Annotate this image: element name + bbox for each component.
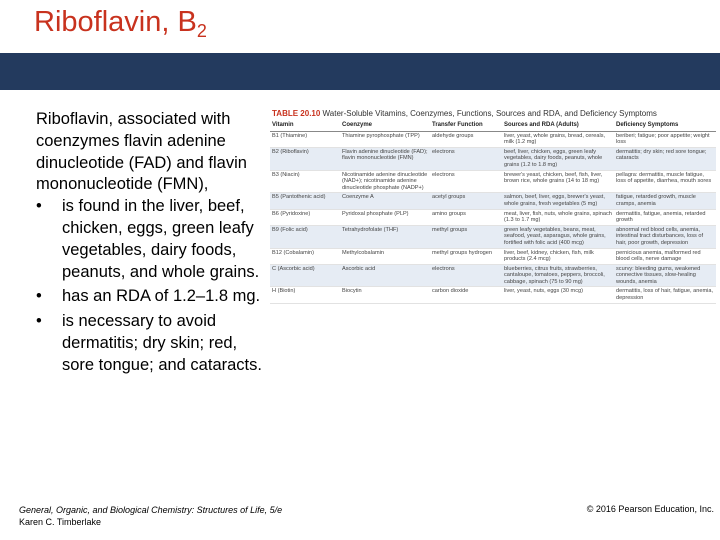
table-cell: salmon, beef, liver, eggs, brewer's yeast, whole grains, fresh vegetables (5 mg) <box>502 193 614 209</box>
table-cell: blueberries, citrus fruits, strawberries, cantaloupe, tomatoes, peppers, broccoli, cabbage, spinach (75 to 90 mg) <box>502 264 614 287</box>
table-cell: liver, yeast, nuts, eggs (30 mcg) <box>502 287 614 303</box>
table-header-row <box>270 120 716 131</box>
slide-title: Riboflavin, $B_2$ <box>34 6 207 41</box>
table-row <box>270 287 716 303</box>
table-cell: liver, beef, kidney, chicken, fish, milk products (2.4 mcg) <box>502 248 614 264</box>
table-header-cell: Sources and RDA (Adults) <box>502 120 614 131</box>
table-header-cell: Coenzyme <box>340 120 430 131</box>
table-cell: liver, yeast, whole grains, bread, cereals, milk (1.2 mg) <box>502 131 614 147</box>
table-cell: Methylcobalamin <box>340 248 430 264</box>
bullet-rda <box>36 286 268 308</box>
table-cell: brewer's yeast, chicken, beef, fish, liver, brown rice, whole grains (14 to 18 mg) <box>502 170 614 193</box>
table-row <box>270 248 716 264</box>
bullet-marker: • <box>36 312 42 331</box>
table-caption-text: Water-Soluble Vitamins, Coenzymes, Functions, Sources and RDA, and Deficiency Symptoms <box>322 109 657 118</box>
table-cell: abnormal red blood cells, anemia, intestinal tract disturbances, loss of hair, poor growth, depression <box>614 225 716 248</box>
intro-line-1: Riboflavin, associated with <box>36 110 231 128</box>
table-row <box>270 131 716 147</box>
table-row <box>270 193 716 209</box>
table-cell: dermatitis; dry skin; red sore tongue; cataracts <box>614 147 716 170</box>
table-cell: acetyl groups <box>430 193 502 209</box>
footer-book: General, Organic, and Biological Chemistry: Structures of Life, 5/e <box>19 505 283 515</box>
table-cell: B6 (Pyridoxine) <box>270 209 340 225</box>
table-cell: carbon dioxide <box>430 287 502 303</box>
intro-line-2: coenzymes flavin adenine <box>36 131 226 150</box>
table-cell: beriberi; fatigue; poor appetite; weight loss <box>614 131 716 147</box>
intro-line-3: dinucleotide (FAD) and flavin <box>36 153 247 172</box>
table-cell: Biocytin <box>340 287 430 303</box>
slide-body <box>36 109 268 377</box>
table-cell: pernicious anemia, malformed red blood cells, nerve damage <box>614 248 716 264</box>
table-cell: Coenzyme A <box>340 193 430 209</box>
vitamin-table <box>270 120 716 304</box>
table-header-cell: Deficiency Symptoms <box>614 120 716 131</box>
table-cell: scurvy: bleeding gums, weakened connective tissues, slow-healing wounds, anemia <box>614 264 716 287</box>
title-subscript: 2 <box>196 21 207 41</box>
table-cell: electrons <box>430 170 502 193</box>
footer-copyright: © 2016 Pearson Education, Inc. <box>586 504 714 514</box>
header-band <box>0 53 720 90</box>
table-cell: dermatitis, fatigue, anemia, retarded growth <box>614 209 716 225</box>
table-row <box>270 225 716 248</box>
table-cell: B2 (Riboflavin) <box>270 147 340 170</box>
bullet-marker: • <box>36 287 42 306</box>
table-cell: H (Biotin) <box>270 287 340 303</box>
footer-author: Karen C. Timberlake <box>19 517 102 527</box>
bullet-marker: • <box>36 197 42 216</box>
table-caption <box>270 108 716 120</box>
bullet-sources <box>36 196 268 283</box>
table-cell: B5 (Pantothenic acid) <box>270 193 340 209</box>
table-cell: methyl groups <box>430 225 502 248</box>
table-row <box>270 170 716 193</box>
bullet-text: is necessary to avoid dermatitis; dry skin; red, sore tongue; and cataracts. <box>62 312 262 374</box>
table-cell: B3 (Niacin) <box>270 170 340 193</box>
table-cell: methyl groups hydrogen <box>430 248 502 264</box>
table-cell: Ascorbic acid <box>340 264 430 287</box>
intro-line-4: mononucleotide (FMN), <box>36 175 209 194</box>
table-cell: green leafy vegetables, beans, meat, seafood, yeast, asparagus, whole grains, fortified with folic acid (400 mcg) <box>502 225 614 248</box>
table-cell: Flavin adenine dinucleotide (FAD); flavin mononucleotide (FMN) <box>340 147 430 170</box>
bullet-deficiency <box>36 311 268 376</box>
footer-citation <box>19 504 282 528</box>
table-cell: dermatitis, loss of hair, fatigue, anemia, depression <box>614 287 716 303</box>
table-row <box>270 147 716 170</box>
table-row <box>270 264 716 287</box>
table-header-cell: Vitamin <box>270 120 340 131</box>
table-cell: electrons <box>430 264 502 287</box>
table-cell: C (Ascorbic acid) <box>270 264 340 287</box>
vitamin-table-image <box>270 108 716 470</box>
table-header-cell: Transfer Function <box>430 120 502 131</box>
bullet-text: is found in the liver, beef, chicken, eggs, green leafy vegetables, dairy foods, peanuts, and whole grains. <box>62 197 260 281</box>
table-cell: Pyridoxal phosphate (PLP) <box>340 209 430 225</box>
table-cell: Thiamine pyrophosphate (TPP) <box>340 131 430 147</box>
table-cell: B9 (Folic acid) <box>270 225 340 248</box>
table-cell: amino groups <box>430 209 502 225</box>
table-cell: Nicotinamide adenine dinucleotide (NAD+); nicotinamide adenine dinucleotide phosphate (NADP+) <box>340 170 430 193</box>
bullet-text: has an RDA of 1.2–1.8 mg. <box>62 287 261 306</box>
table-cell: meat, liver, fish, nuts, whole grains, spinach (1.3 to 1.7 mg) <box>502 209 614 225</box>
table-cell: pellagra: dermatitis, muscle fatigue, loss of appetite, diarrhea, mouth sores <box>614 170 716 193</box>
table-cell: Tetrahydrofolate (THF) <box>340 225 430 248</box>
table-cell: beef, liver, chicken, eggs, green leafy vegetables, dairy foods, peanuts, whole grains (1.2 to 1.8 mg) <box>502 147 614 170</box>
table-cell: B12 (Cobalamin) <box>270 248 340 264</box>
table-body <box>270 131 716 303</box>
table-number: TABLE 20.10 <box>272 109 321 118</box>
table-cell: B1 (Thiamine) <box>270 131 340 147</box>
table-cell: fatigue, retarded growth, muscle cramps, anemia <box>614 193 716 209</box>
table-cell: aldehyde groups <box>430 131 502 147</box>
table-row <box>270 209 716 225</box>
table-cell: electrons <box>430 147 502 170</box>
